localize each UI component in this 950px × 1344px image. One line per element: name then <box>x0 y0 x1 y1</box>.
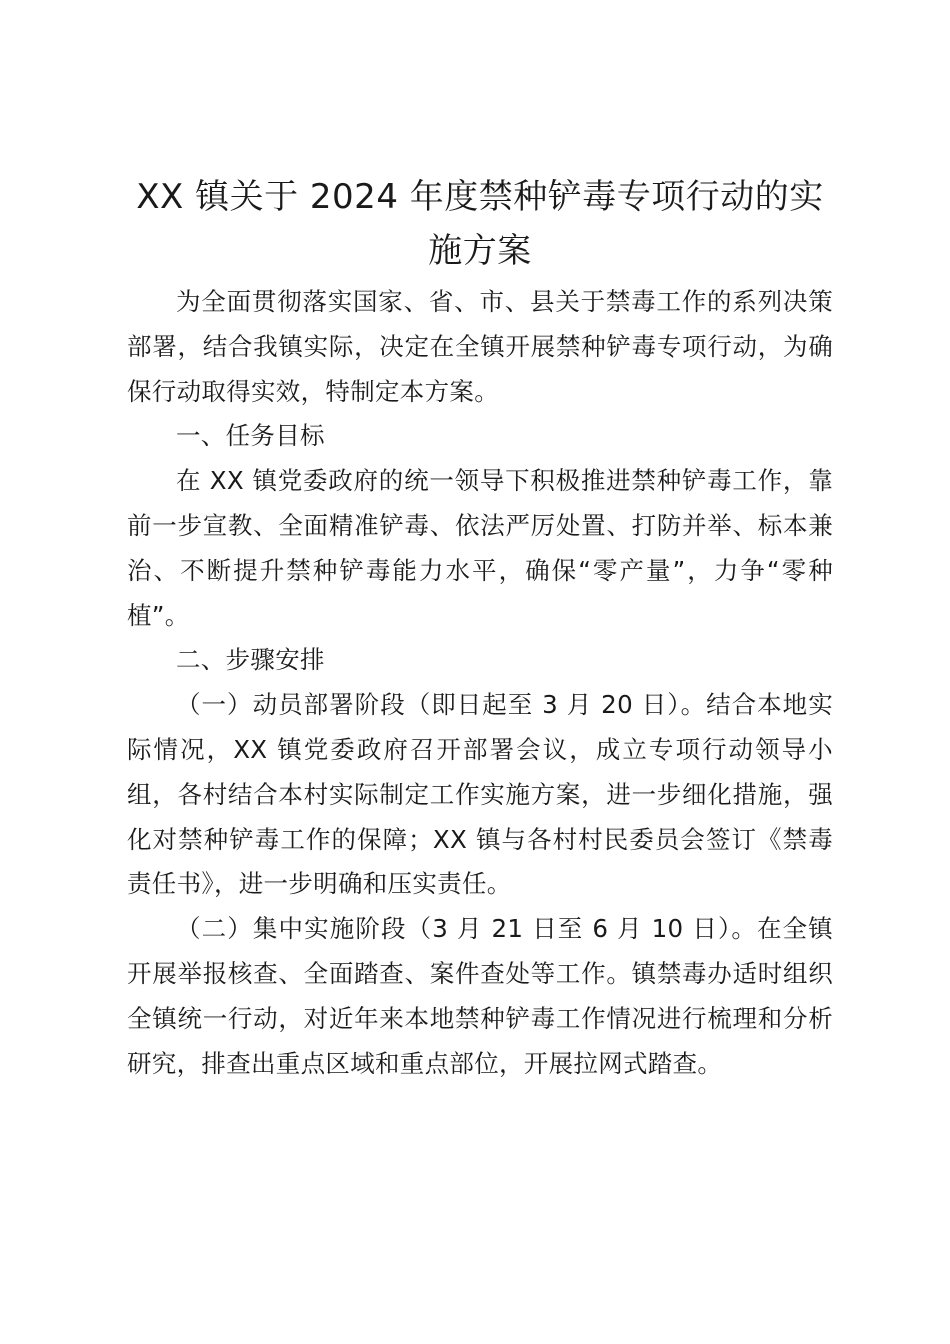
section-heading-goals: 一、任务目标 <box>176 421 325 451</box>
section-heading-steps: 二、步骤安排 <box>176 645 325 675</box>
goals-paragraph: 在 XX 镇党委政府的统一领导下积极推进禁种铲毒工作，靠前一步宣教、全面精准铲毒、依法严厉处置、打防并举、标本兼治、不断提升禁种铲毒能力水平，确保“零产量”，力争“零种植”。 <box>127 466 833 630</box>
document-body <box>127 170 833 1086</box>
step-one-paragraph: （一）动员部署阶段（即日起至 3 月 20 日）。结合本地实际情况，XX 镇党委政府召开部署会议，成立专项行动领导小组，各村结合本村实际制定工作实施方案，进一步细化措施，强化对禁种铲毒工作的保障；XX 镇与各村村民委员会签订《禁毒责任书》，进一步明确和压实责任。 <box>127 690 833 899</box>
step-two-paragraph: （二）集中实施阶段（3 月 21 日至 6 月 10 日）。在全镇开展举报核查、全面踏查、案件查处等工作。镇禁毒办适时组织全镇统一行动，对近年来本地禁种铲毒工作情况进行梳理和分析研究，排查出重点区域和重点部位，开展拉网式踏查。 <box>127 914 833 1078</box>
document-title: XX 镇关于 2024 年度禁种铲毒专项行动的实施方案 <box>136 177 824 271</box>
intro-paragraph: 为全面贯彻落实国家、省、市、县关于禁毒工作的系列决策部署，结合我镇实际，决定在全镇开展禁种铲毒专项行动，为确保行动取得实效，特制定本方案。 <box>127 287 833 406</box>
